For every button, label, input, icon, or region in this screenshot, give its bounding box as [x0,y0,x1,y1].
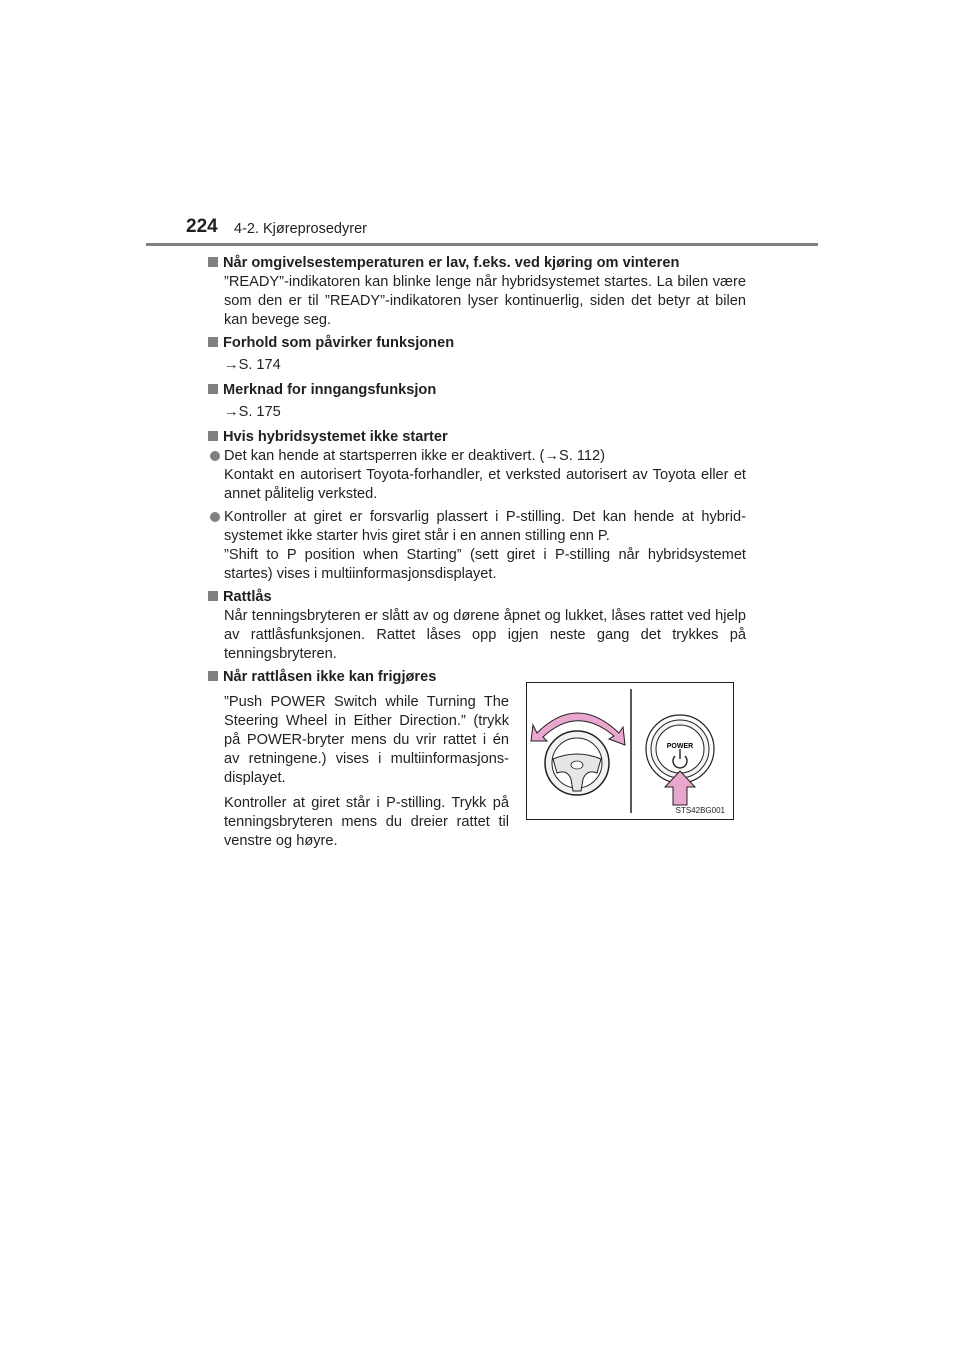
section-steering-lock [208,588,746,664]
page-reference: →S. 174 [224,357,281,373]
section-heading: Hvis hybridsystemet ikke starter [223,429,448,445]
section-heading: Rattlås [223,589,272,605]
steering-power-illustration [526,682,734,820]
round-bullet-icon [210,451,220,461]
section-conditions [208,334,746,375]
section-body: Når tenningsbryteren er slått av og dørene åpnet og lukket, låses rattet ved hjelp av rattlåsfunksjonen. Rattet låses opp igjen neste gang det trykkes på tenningsbryteren. [224,608,746,662]
bullet-text: Kontakt en autorisert Toyota-forhandler, et verksted autorisert av Toyota eller et annet pålitelig verksted. [224,467,746,502]
square-bullet-icon [208,384,218,394]
section-input-note [208,381,746,422]
section-body: ”Push POWER Switch while Turning The Steering Wheel in Either Direction.” (trykk på POWER-bryter mens du vrir rattet i én av retningene.) vises i multiinformasjons-displayet. [224,694,509,786]
illustration-svg [527,683,733,819]
section-heading: Merknad for inngangsfunksjon [223,382,437,398]
steering-wheel-icon [545,731,609,795]
section-heading: Når omgivelsestemperaturen er lav, f.eks. ved kjøring om vinteren [223,255,680,271]
section-title: 4-2. Kjøreprosedyrer [234,221,367,237]
figure-code: STS42BG001 [675,806,725,815]
section-hybrid-not-starting [208,428,746,584]
section-low-temperature [208,254,746,330]
list-item [208,508,746,584]
bullet-text: Det kan hende at startsperren ikke er deaktivert. (→S. 112) [224,448,605,464]
square-bullet-icon [208,257,218,267]
section-heading: Når rattlåsen ikke kan frigjøres [223,669,437,685]
page-header [186,216,818,246]
section-heading: Forhold som påvirker funksjonen [223,335,455,351]
round-bullet-icon [210,512,220,522]
power-button-label: POWER [666,743,694,750]
bullet-text: ”Shift to P position when Starting” (sett giret i P-stilling når hybridsystemet startes) vises i multiinformasjonsdisplayet. [224,547,746,582]
section-body: Kontroller at giret står i P-stilling. Trykk på tenningsbryteren mens du dreier rattet til venstre og høyre. [224,795,509,849]
square-bullet-icon [208,337,218,347]
list-item [208,447,746,504]
page-number: 224 [186,216,218,237]
square-bullet-icon [208,671,218,681]
section-body: ”READY”-indikatoren kan blinke lenge når hybridsystemet startes. La bilen være som den er til ”READY”-indikatoren lyser kontinuerlig, siden det betyr at bilen kan bevege seg. [224,274,746,328]
bullet-text: Kontroller at giret er forsvarlig plassert i P-stilling. Det kan hende at hybrid-systemet ikke starter hvis giret står i en annen stilling enn P. [224,509,746,544]
header-divider [146,243,818,246]
square-bullet-icon [208,591,218,601]
square-bullet-icon [208,431,218,441]
page-reference: →S. 175 [224,404,281,420]
